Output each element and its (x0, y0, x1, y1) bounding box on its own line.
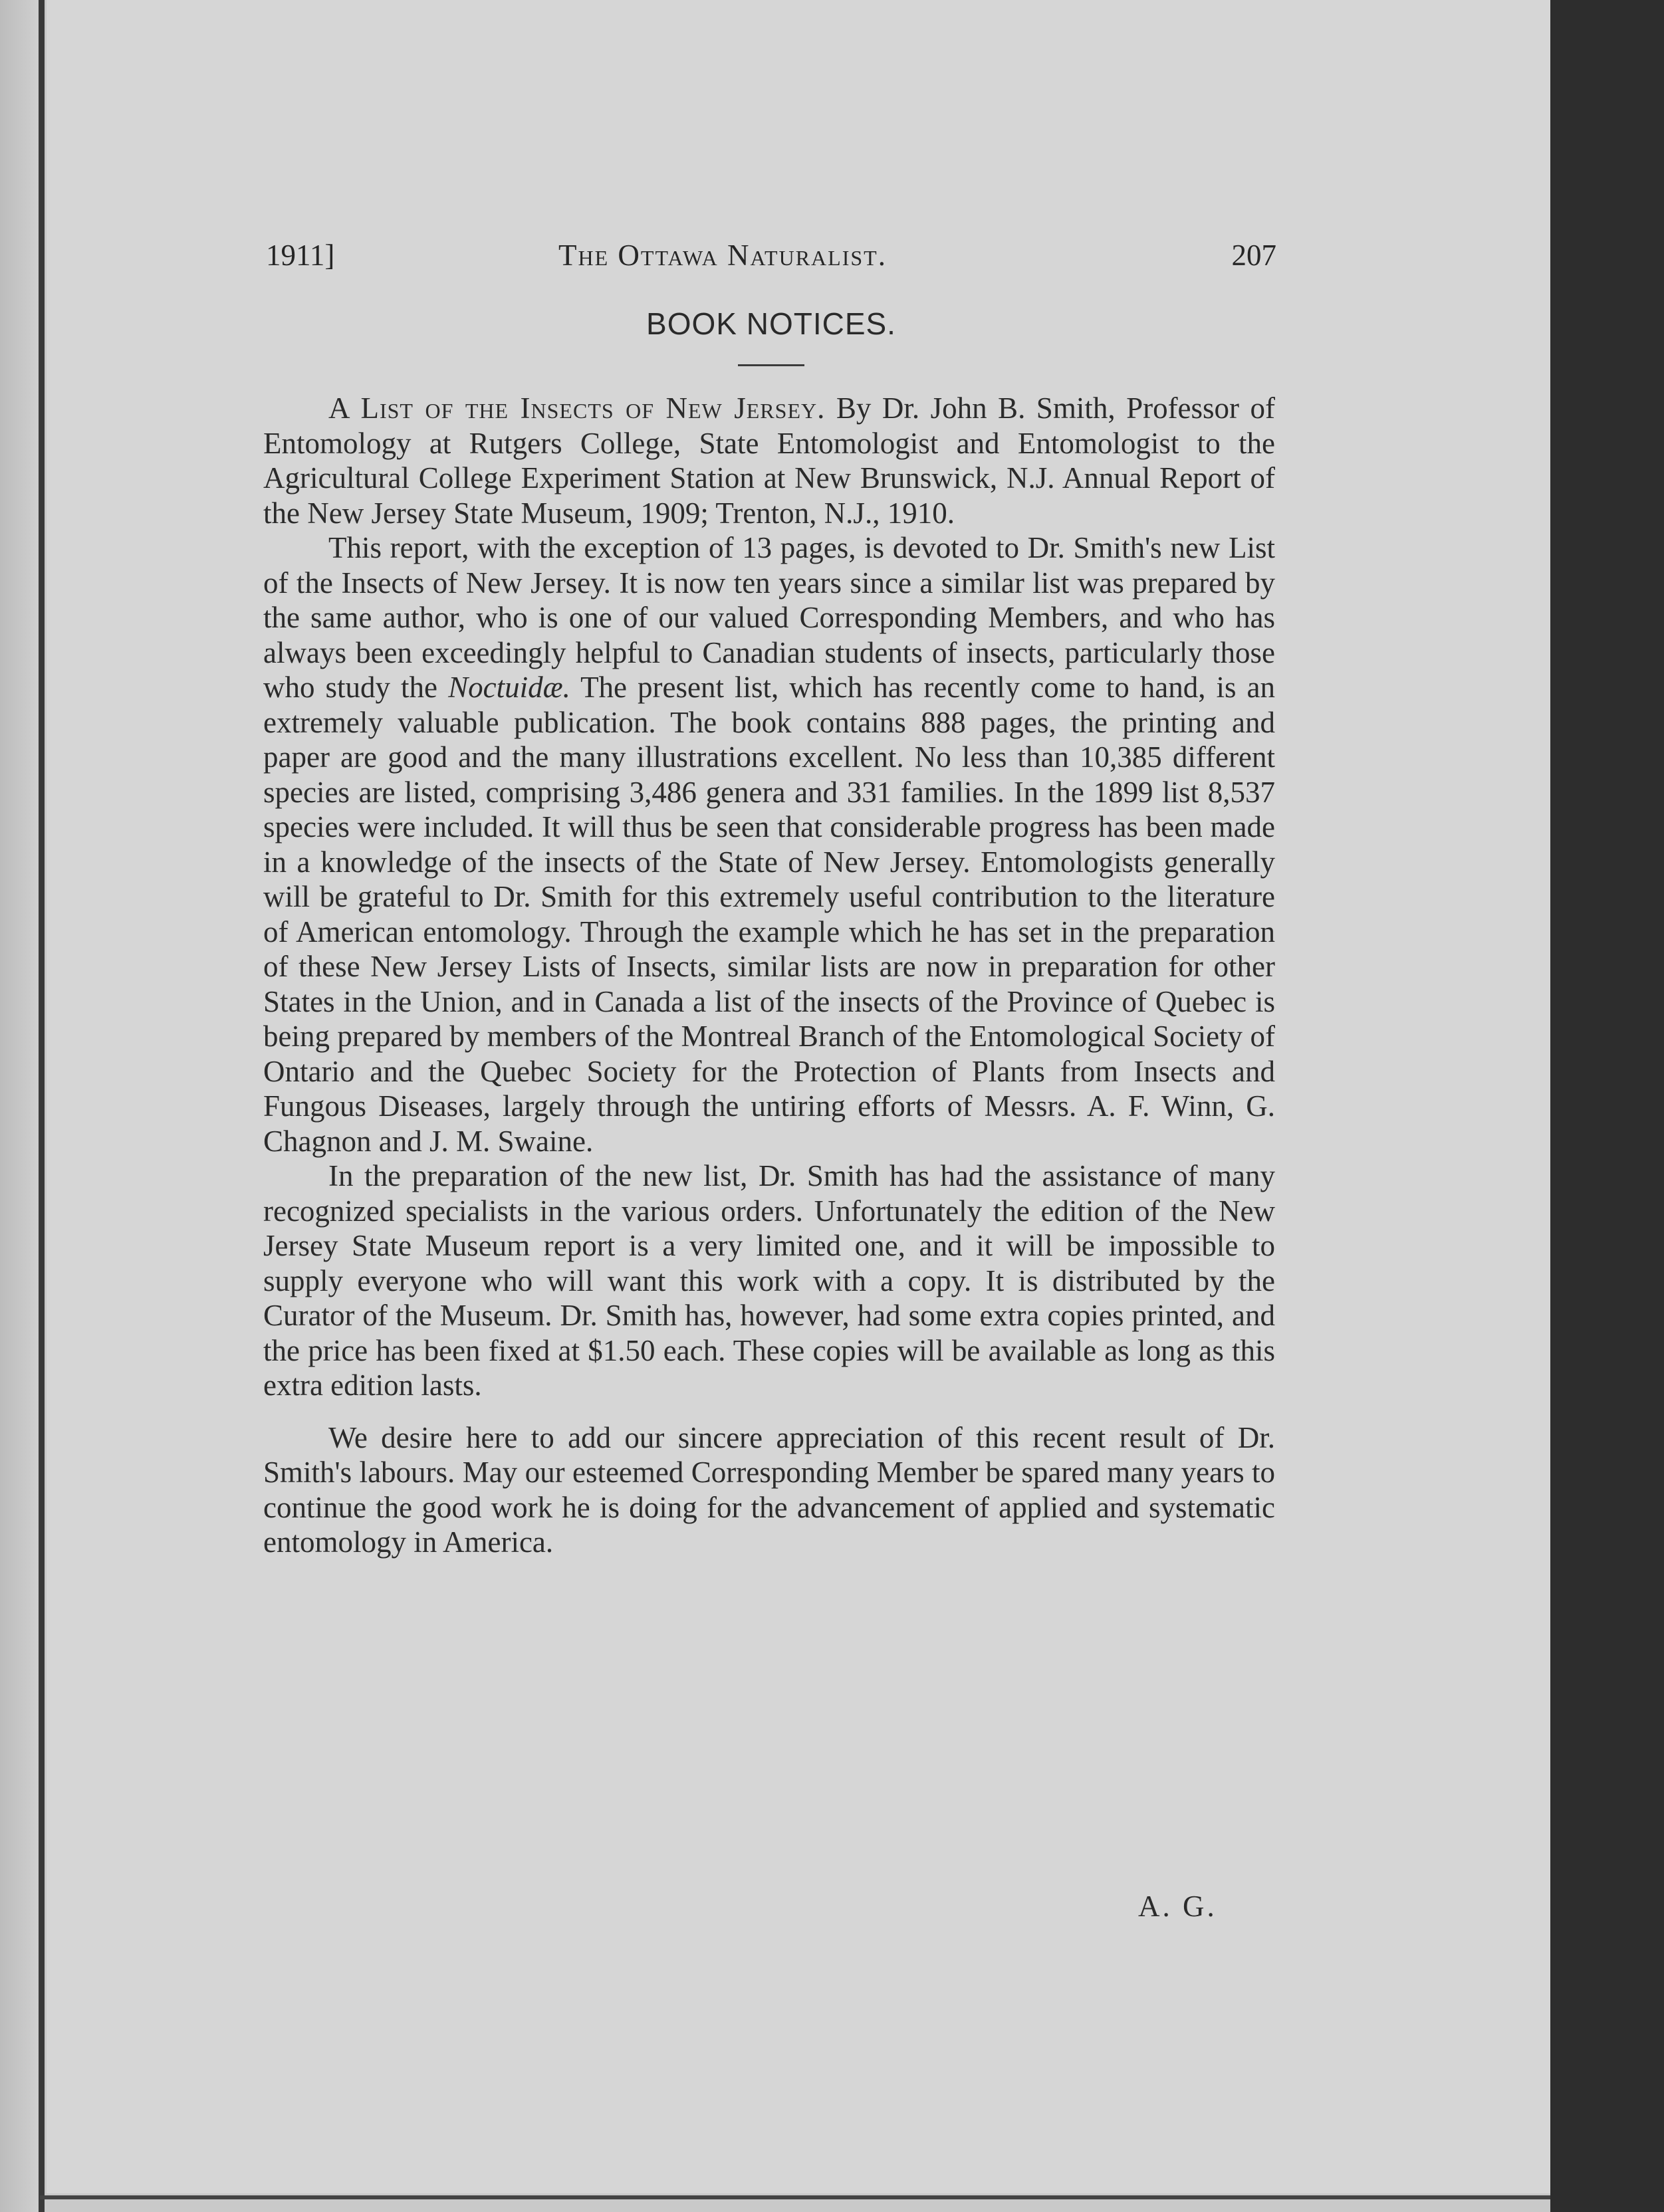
paragraph-2: In the preparation of the new list, Dr. Smith has had the assistance of many recognized specialists in the various orders. Unfortunately the edition of the New Jersey State Museum report is a very limited one, and it will be impossible to supply everyone who will want this work with a copy. It is distributed by the Curator of the Museum. Dr. Smith has, however, had some extra copies printed, and the price has been fixed at $1.50 each. These copies will be available as long as this extra edition lasts. (263, 1159, 1275, 1402)
citation-details: By Dr. John B. Smith, Professor of Entomology at Rutgers College, State Entomologist and Entomologist to the Agricultural College Experiment Station at New Brunswick, N.J. Annual Report of the New Jersey State Museum, 1909; Trenton, N.J., 1910. (263, 391, 1276, 530)
article-body (263, 391, 1275, 1560)
journal-title: The Ottawa Naturalist. (558, 239, 887, 272)
citation-title: A List of the Insects of New Jersey. (328, 391, 826, 425)
page-number: 207 (1231, 239, 1276, 272)
title-divider (738, 364, 804, 366)
section-title: BOOK NOTICES. (646, 306, 896, 341)
paragraph-spacer (263, 1403, 1275, 1420)
paragraph-3: We desire here to add our sincere appreciation of this recent result of Dr. Smith's labours. May our esteemed Corresponding Member be spared many years to continue the good work he is doing for the advancement of applied and systematic entomology in America. (263, 1420, 1275, 1559)
scan-border-right (1550, 0, 1664, 2212)
paragraph-1 (263, 530, 1275, 1159)
scan-border-bottom (40, 2195, 1550, 2199)
citation-paragraph (263, 391, 1275, 530)
page-gutter-shadow (0, 0, 39, 2212)
header-year: 1911] (266, 239, 335, 272)
paragraph-1-text-b: The present list, which has recently come to hand, is an extremely valuable publication. The book contains 888 pages, the printing and paper are good and the many illustrations excellent. No less than 10,385 different species are listed, comprising 3,486 genera and 331 families. In the 1899 list 8,537 species were included. It will thus be seen that considerable progress has been made in a knowledge of the insects of the State of New Jersey. Entomologists generally will be grateful to Dr. Smith for this extremely useful contribution to the literature of American entomology. Through the example which he has set in the preparation of these New Jersey Lists of Insects, similar lists are now in preparation for other States in the Union, and in Canada a list of the insects of the Province of Quebec is being prepared by members of the Montreal Branch of the Entomological Society of Ontario and the Quebec Society for the Protection of Plants from Insects and Fungous Diseases, largely through the untiring efforts of Messrs. A. F. Winn, G. Chagnon and J. M. Swaine. (263, 671, 1276, 1158)
author-initials: A. G. (1138, 1890, 1217, 1923)
paragraph-1-text-a: This report, with the exception of 13 pages, is devoted to Dr. Smith's new List of the Insects of New Jersey. It is now ten years since a similar list was prepared by the same author, who is one of our valued Corresponding Members, and who has always been exceedingly helpful to Canadian students of insects, particularly those who study the (263, 531, 1275, 704)
binding-edge (39, 0, 45, 2212)
running-head (266, 238, 1276, 278)
paragraph-1-taxon: Noctuidæ. (448, 671, 570, 704)
